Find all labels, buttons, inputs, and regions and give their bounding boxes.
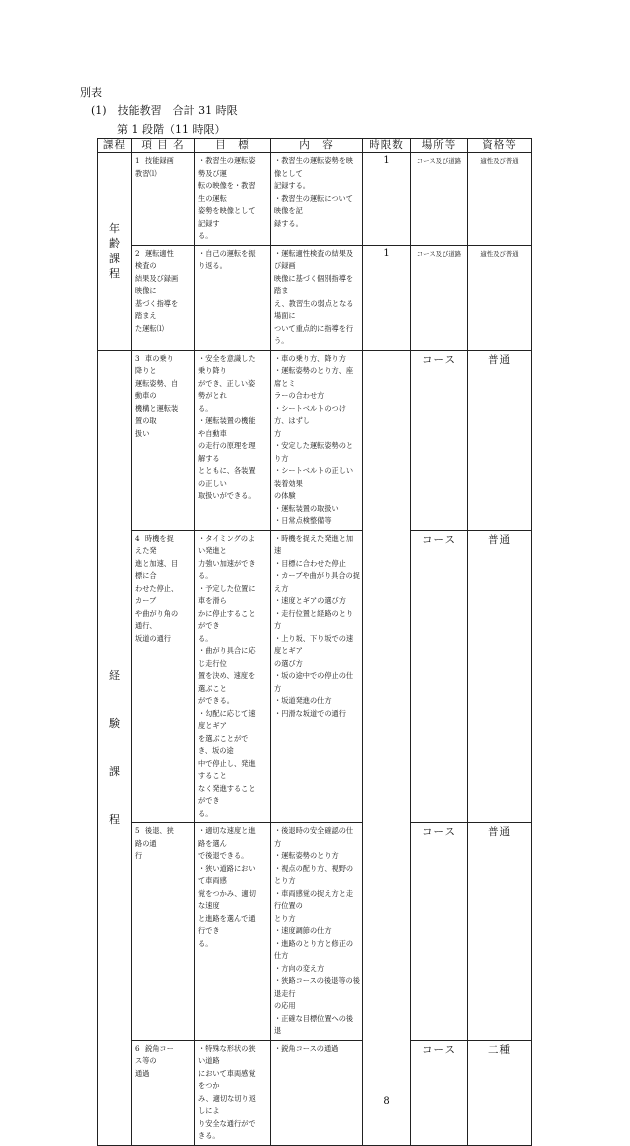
content-line: の応用 — [274, 1001, 296, 1010]
goal-line: ・教習生の運転姿勢及び運 — [198, 156, 256, 178]
goal-line: を選ぶことができ、坂の途 — [198, 733, 249, 755]
header-qualification: 資格等 — [468, 139, 532, 153]
goal-line: 取扱いができる。 — [198, 491, 256, 500]
hours-cell — [363, 153, 411, 246]
content-line: ・速度調節の仕方 — [274, 926, 332, 935]
goal-line: り安全な通行ができる。 — [198, 1118, 256, 1140]
qualification-value: 普通 — [488, 533, 511, 546]
appendix-label: 別表 — [80, 86, 102, 99]
content-line: の選び方 — [274, 658, 303, 668]
item-name-cell — [132, 153, 195, 246]
item-name-cell — [132, 1040, 195, 1145]
goal-cell — [195, 153, 271, 246]
qualification-cell — [468, 1040, 532, 1145]
place-value: コース — [422, 1043, 456, 1056]
goal-line: ・予定した位置に車を滑ら — [198, 583, 256, 605]
goal-line: ・適切な速度と進路を選ん — [198, 826, 256, 848]
place-cell — [411, 1040, 468, 1145]
content-line: 映像に基づく個別指導を踏ま — [274, 273, 354, 295]
content-line: ・坂の途中での停止の仕方 — [274, 671, 354, 693]
qualification-cell — [468, 245, 532, 350]
content-line: ・円滑な坂道での通行 — [274, 708, 346, 718]
table-row — [98, 245, 532, 350]
content-line: ・車の乗り方、降り方 — [274, 353, 346, 363]
content-line: ・方向の変え方 — [274, 963, 325, 973]
item-name-line: 行 — [135, 851, 143, 860]
hours-value: 1 — [383, 155, 390, 166]
item-name-line: 通過 — [135, 1068, 150, 1078]
goal-line: で後退できる。 — [198, 851, 249, 860]
goal-line: 転の映像を・教習生の運転 — [198, 181, 256, 203]
content-line: ・教習生の運転について映像を記 — [274, 193, 353, 215]
category-char: 程 — [109, 812, 120, 826]
section-heading: (1) 技能教習 合計 31 時限 — [91, 104, 238, 117]
goal-line: み、適切な切り返しによ — [198, 1093, 256, 1115]
item-number: 2 — [135, 248, 140, 258]
content-line: の体験 — [274, 491, 296, 500]
content-cell — [271, 530, 363, 823]
goal-line: 覚をつかみ、適切な速度 — [198, 888, 256, 910]
content-line: ・視点の配り方、視野のとり方 — [274, 863, 354, 885]
content-line: ・シートベルトの正しい装着効果 — [274, 466, 354, 488]
content-line: ・上り坂、下り坂での速度とギア — [274, 633, 354, 655]
content-line: ・時機を捉えた発進と加速 — [274, 533, 354, 555]
goal-line: ・特殊な形状の狭い道路 — [198, 1043, 256, 1065]
content-line: ・鋭角コースの通過 — [274, 1043, 339, 1053]
header-content: 内 容 — [271, 139, 363, 153]
content-line: ・カーブや曲がり具合の捉え方 — [274, 571, 360, 593]
content-line: ・運転姿勢のとり方、座席とミ — [274, 366, 354, 388]
item-name-line: 坂道の通行 — [135, 633, 171, 643]
place-value: コース — [422, 533, 456, 546]
table-row — [98, 153, 532, 246]
content-line: 方 — [274, 428, 282, 438]
content-line: ついて重点的に指導を行う。 — [274, 323, 354, 345]
goal-line: 中で停止し、発進すること — [198, 758, 256, 780]
qualification-value: 普通 — [488, 826, 511, 838]
goal-cell — [195, 823, 271, 1041]
item-name-line: 技能録画教習⑴ — [135, 156, 174, 178]
content-line: ・運転装置の取扱い — [274, 503, 339, 513]
content-line: え、教習生の弱点となる場面に — [274, 298, 354, 320]
category-char: 経 — [109, 668, 120, 682]
hours-value: 8 — [383, 1096, 390, 1107]
place-value: コース — [422, 826, 456, 838]
goal-line: かに停止することができ — [198, 608, 256, 630]
header-place: 場所等 — [411, 139, 468, 153]
stage-heading: 第 1 段階（11 時限） — [117, 123, 226, 136]
content-line: ・教習生の運転姿勢を映像として — [274, 156, 354, 178]
content-cell — [271, 245, 363, 350]
goal-line: る。 — [198, 231, 213, 240]
content-cell — [271, 153, 363, 246]
place-cell — [411, 530, 468, 823]
item-name-line: 基づく指導を踏まえ — [135, 298, 179, 320]
goal-line: る。 — [198, 633, 213, 643]
goal-line: る。 — [198, 403, 213, 413]
content-line: ・進路のとり方と修正の仕方 — [274, 938, 354, 960]
item-name-line: 時機を捉えた発 — [135, 533, 174, 555]
category-char: 課 — [109, 764, 120, 778]
item-name-line: 扱い — [135, 428, 150, 438]
item-number: 6 — [135, 1043, 140, 1053]
item-name-cell — [132, 350, 195, 530]
hours-cell — [363, 245, 411, 350]
item-name-line: 後退、狭路の通 — [135, 826, 174, 848]
content-line: ラーの合わせ方 — [274, 391, 325, 400]
goal-line: ・安全を意識した乗り降り — [198, 353, 256, 375]
item-name-line: 進と加速、目標に合 — [135, 558, 179, 580]
content-line: ・安定した運転姿勢のとり方 — [274, 441, 354, 463]
hours-cell — [363, 350, 411, 1145]
item-number: 4 — [135, 533, 140, 543]
qualification-value: 普通 — [488, 353, 511, 366]
goal-line: 力強い加速ができる。 — [198, 558, 256, 580]
place-value: コース及び道路 — [416, 249, 462, 258]
hours-value: 1 — [383, 247, 390, 259]
table-row — [98, 823, 532, 1041]
content-line: 録する。 — [274, 218, 303, 228]
place-value: コース及び道路 — [416, 157, 462, 165]
goal-line: る。 — [198, 938, 213, 948]
goal-cell — [195, 350, 271, 530]
goal-line: ができる。 — [198, 696, 234, 705]
item-name-line: 運転適性検査の — [135, 248, 174, 270]
header-course: 課程 — [98, 139, 132, 153]
table-header-row — [98, 139, 532, 153]
place-cell — [411, 245, 468, 350]
place-cell — [411, 823, 468, 1041]
content-line: ・目標に合わせた停止 — [274, 558, 346, 568]
goal-line: ・運転装置の機能や自動車 — [198, 416, 256, 438]
skills-training-table — [97, 138, 532, 1146]
item-name-line: や曲がり角の通行、 — [135, 608, 179, 630]
place-value: コース — [422, 353, 456, 366]
content-cell — [271, 1040, 363, 1145]
qualification-cell — [468, 350, 532, 530]
content-cell — [271, 350, 363, 530]
item-name-cell — [132, 245, 195, 350]
item-name-line: 機構と運転装置の取 — [135, 403, 179, 425]
content-line: ・日常点検整備等 — [274, 516, 332, 525]
table-row — [98, 350, 532, 530]
category-char: 程 — [109, 267, 120, 281]
table-row — [98, 530, 532, 823]
goal-line: ・曲がり具合に応じ走行位 — [198, 646, 256, 668]
header-item: 項 目 名 — [132, 139, 195, 153]
category-experience-course — [98, 350, 132, 1145]
qualification-value: 適性及び普通 — [480, 157, 519, 165]
content-line: ・運転姿勢のとり方 — [274, 851, 339, 860]
item-name-cell — [132, 823, 195, 1041]
goal-cell — [195, 530, 271, 823]
content-line: ・速度とギアの選び方 — [274, 596, 346, 605]
goal-line: 置を決め、速度を選ぶこと — [198, 671, 256, 693]
place-cell — [411, 350, 468, 530]
item-number: 5 — [135, 826, 140, 835]
category-char: 験 — [109, 716, 120, 730]
goal-cell — [195, 1040, 271, 1145]
goal-line: ・自己の運転を振り返る。 — [198, 248, 256, 270]
category-char: 齢 — [109, 237, 120, 251]
item-name-line: 鋭角コース等の — [135, 1043, 174, 1065]
item-number: 3 — [135, 353, 140, 363]
header-goal: 目 標 — [195, 139, 271, 153]
qualification-value: 適性及び普通 — [480, 249, 519, 258]
goal-line: なく発進することができ — [198, 783, 256, 805]
category-age-course — [98, 153, 132, 351]
content-line: ・運転適性検査の結果及び録画 — [274, 248, 354, 270]
content-cell — [271, 823, 363, 1041]
category-char: 年 — [109, 222, 120, 236]
goal-line: る。 — [198, 808, 213, 818]
qualification-cell — [468, 823, 532, 1041]
goal-line: ・タイミングのよい発進と — [198, 533, 256, 555]
item-name-line: わせた停止、カーブ — [135, 583, 179, 605]
goal-line: ができ、正しい姿勢がとれ — [198, 378, 256, 400]
item-name-line: 車の乗り降りと — [135, 353, 174, 375]
content-line: ・正確な目標位置への後退 — [274, 1013, 354, 1035]
goal-line: において車両感覚をつか — [198, 1068, 256, 1090]
table-row — [98, 1040, 532, 1145]
content-line: ・狭路コースの後退等の後退走行 — [274, 976, 360, 998]
item-name-cell — [132, 530, 195, 823]
content-line: ・後退時の安全確認の仕方 — [274, 826, 354, 848]
goal-line: ・狭い道路において車両感 — [198, 863, 256, 885]
header-hours: 時限数 — [363, 139, 411, 153]
content-line: ・坂道発進の仕方 — [274, 696, 332, 705]
item-number: 1 — [135, 156, 140, 165]
goal-line: 姿勢を映像として記録す — [198, 206, 256, 228]
qualification-cell — [468, 530, 532, 823]
goal-line: の走行の原理を理解する — [198, 441, 256, 463]
qualification-cell — [468, 153, 532, 246]
goal-line: とともに、各装置の正しい — [198, 466, 256, 488]
content-line: 記録する。 — [274, 181, 310, 190]
place-cell — [411, 153, 468, 246]
goal-line: ・勾配に応じて速度とギア — [198, 708, 256, 730]
item-name-line: 結果及び録画映像に — [135, 273, 179, 295]
item-name-line: 運転姿勢、自動車の — [135, 378, 179, 400]
goal-line: と進路を選んで通行でき — [198, 913, 256, 935]
goal-cell — [195, 245, 271, 350]
item-name-line: た運転⑴ — [135, 323, 164, 333]
content-line: ・シートベルトのつけ方、はずし — [274, 403, 346, 425]
content-line: ・車両感覚の捉え方と走行位置の — [274, 888, 354, 910]
category-char: 課 — [109, 252, 120, 266]
qualification-value: 二種 — [488, 1043, 511, 1056]
content-line: とり方 — [274, 913, 296, 923]
content-line: ・走行位置と経路のとり方 — [274, 608, 354, 630]
